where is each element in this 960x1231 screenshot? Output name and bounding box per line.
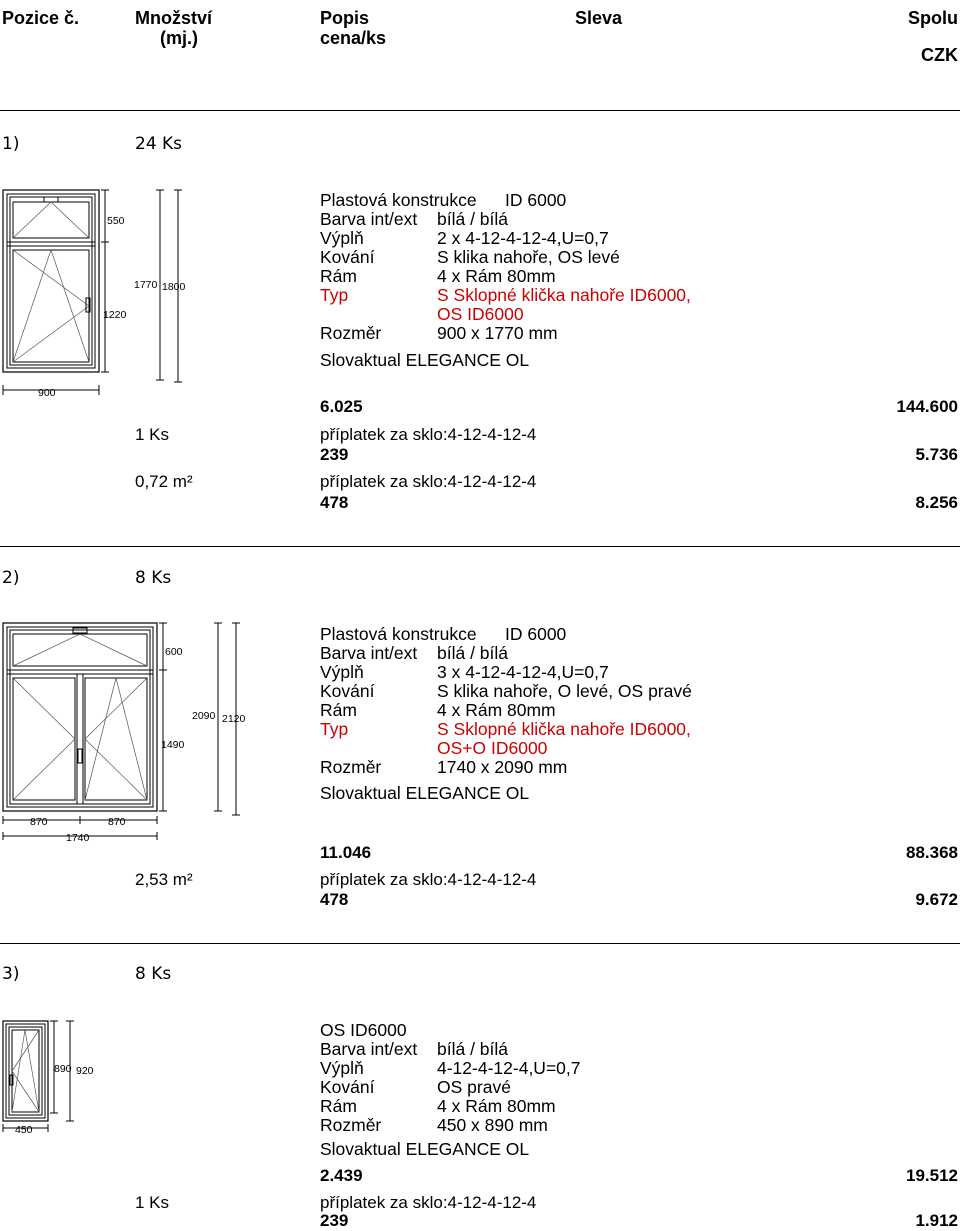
extra-price: 239	[320, 445, 349, 464]
line-total: 144.600	[896, 397, 958, 416]
product-name: Slovaktual ELEGANCE OL	[320, 350, 530, 370]
desc-row: OS ID6000	[437, 304, 524, 324]
currency-label: CZK	[921, 45, 958, 65]
dim-label: 1220	[103, 309, 127, 321]
dim-label: 2120	[222, 713, 246, 725]
dim-label: 920	[76, 1065, 94, 1077]
desc-row: Barva int/ext bílá / bílá	[320, 1039, 509, 1059]
extra-quantity: 1 Ks	[135, 425, 170, 444]
item-description	[320, 625, 692, 777]
col-total-header: Spolu	[908, 8, 958, 28]
extra-total: 1.912	[915, 1211, 958, 1230]
col-quantity-header: Množství	[135, 8, 213, 28]
extra-price: 239	[320, 1211, 349, 1230]
item-position: 3)	[2, 964, 20, 984]
dim-label: 1800	[162, 281, 186, 293]
extra-price: 478	[320, 493, 349, 512]
product-name: Slovaktual ELEGANCE OL	[320, 783, 530, 803]
extra-price: 478	[320, 890, 349, 909]
extra-total: 5.736	[915, 445, 958, 464]
dim-label: 550	[107, 215, 125, 227]
extra-quantity: 1 Ks	[135, 1193, 170, 1212]
desc-row: Plastová konstrukce ID 6000	[320, 624, 567, 644]
extra-label: příplatek za sklo:4-12-4-12-4	[320, 425, 537, 444]
desc-row: Typ S Sklopné klička nahoře ID6000,	[320, 719, 691, 739]
product-name: Slovaktual ELEGANCE OL	[320, 1139, 530, 1159]
item-position: 1)	[2, 134, 20, 154]
extra-quantity: 0,72 m²	[135, 472, 193, 491]
extra-total: 9.672	[915, 890, 958, 909]
line-total: 88.368	[906, 843, 958, 862]
window-drawing-item2	[0, 615, 250, 850]
col-unit-price-header: cena/ks	[320, 28, 387, 48]
desc-row: Výplň 3 x 4-12-4-12-4,U=0,7	[320, 662, 609, 682]
desc-row: Rám 4 x Rám 80mm	[320, 1096, 556, 1116]
desc-row: Výplň 2 x 4-12-4-12-4,U=0,7	[320, 228, 609, 248]
item-divider	[0, 943, 960, 944]
desc-row: OS ID6000	[320, 1020, 407, 1040]
desc-row: Rám 4 x Rám 80mm	[320, 700, 556, 720]
unit-price: 6.025	[320, 397, 363, 416]
item-quantity: 24 Ks	[135, 134, 183, 154]
item-quantity: 8 Ks	[135, 568, 172, 588]
desc-row: Kování S klika nahoře, OS levé	[320, 247, 620, 267]
desc-row: Kování OS pravé	[320, 1077, 511, 1097]
extra-label: příplatek za sklo:4-12-4-12-4	[320, 870, 537, 889]
unit-price: 11.046	[320, 843, 372, 862]
dim-label: 1490	[161, 739, 185, 751]
dim-label: 450	[15, 1124, 33, 1136]
desc-row: Rám 4 x Rám 80mm	[320, 266, 556, 286]
col-position-header: Pozice č.	[2, 8, 80, 28]
item-position: 2)	[2, 568, 20, 588]
line-total: 19.512	[906, 1166, 958, 1185]
desc-row: Barva int/ext bílá / bílá	[320, 643, 509, 663]
extra-quantity: 2,53 m²	[135, 870, 193, 889]
dim-label: 600	[165, 646, 183, 658]
extra-label: příplatek za sklo:4-12-4-12-4	[320, 472, 537, 491]
desc-row: Kování S klika nahoře, O levé, OS pravé	[320, 681, 692, 701]
window-drawing-item3	[0, 1015, 110, 1140]
desc-row: Rozměr 1740 x 2090 mm	[320, 757, 568, 777]
item-quantity: 8 Ks	[135, 964, 172, 984]
dim-label: 1740	[66, 832, 90, 844]
desc-row: Rozměr 450 x 890 mm	[320, 1115, 548, 1135]
desc-row: Typ S Sklopné klička nahoře ID6000,	[320, 285, 691, 305]
desc-row: Plastová konstrukce ID 6000	[320, 190, 567, 210]
window-drawing-item1	[0, 180, 200, 402]
col-quantity-unit-header: (mj.)	[160, 28, 198, 48]
header-divider	[0, 110, 960, 111]
desc-row: Rozměr 900 x 1770 mm	[320, 323, 558, 343]
unit-price: 2.439	[320, 1166, 363, 1185]
dim-label: 2090	[192, 710, 216, 722]
item-divider	[0, 546, 960, 547]
extra-label: příplatek za sklo:4-12-4-12-4	[320, 1193, 537, 1212]
col-discount-header: Sleva	[575, 8, 623, 28]
dim-label: 890	[54, 1063, 72, 1075]
dim-label: 870	[108, 816, 126, 828]
item-description	[320, 191, 691, 343]
dim-label: 900	[38, 387, 56, 399]
desc-row: OS+O ID6000	[437, 738, 548, 758]
item-description	[320, 1021, 581, 1135]
col-description-header: Popis	[320, 8, 370, 28]
desc-row: Barva int/ext bílá / bílá	[320, 209, 509, 229]
desc-row: Výplň 4-12-4-12-4,U=0,7	[320, 1058, 581, 1078]
dim-label: 870	[30, 816, 48, 828]
dim-label: 1770	[134, 279, 158, 291]
extra-total: 8.256	[915, 493, 958, 512]
